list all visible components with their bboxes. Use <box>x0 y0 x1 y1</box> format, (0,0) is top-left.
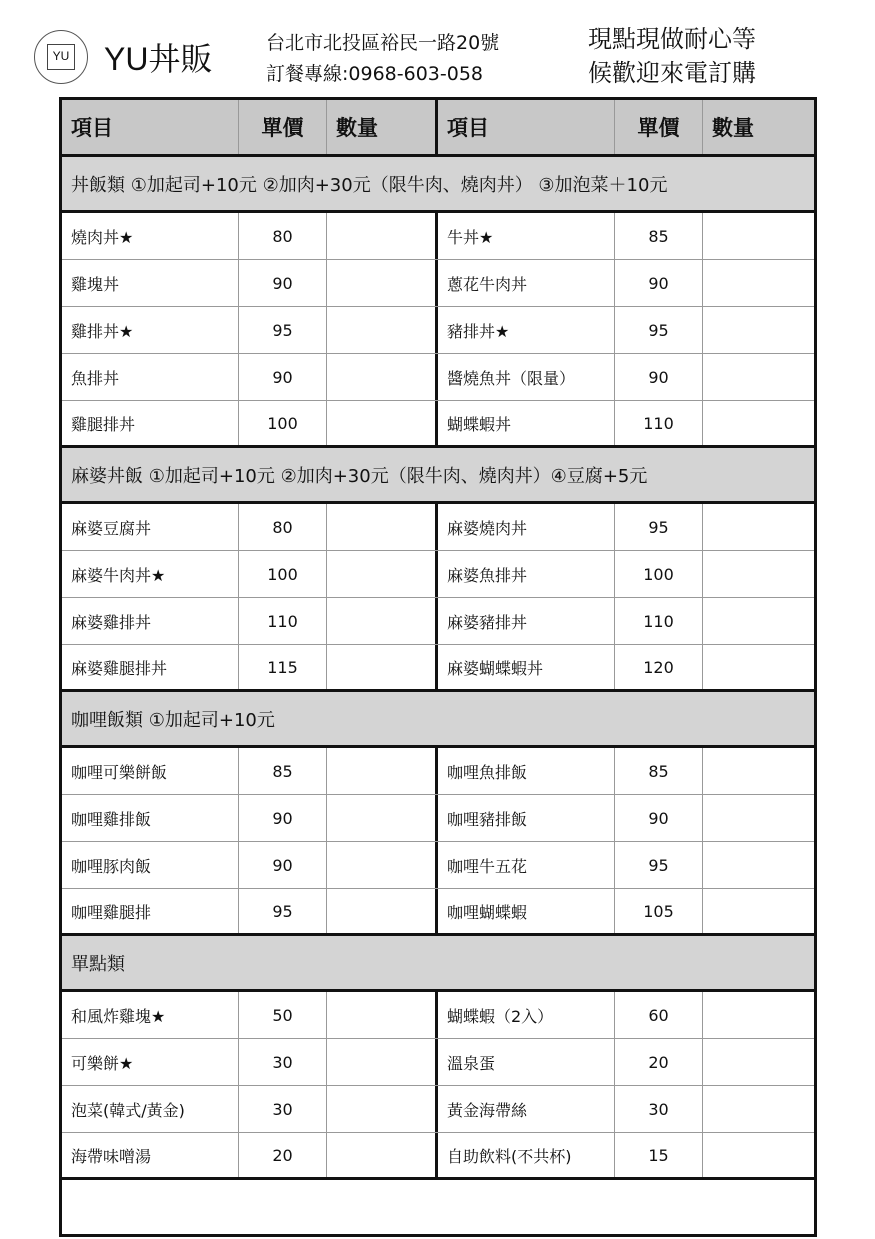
item-name: 溫泉蛋 <box>438 1039 615 1085</box>
item-name: 麻婆魚排丼 <box>438 551 615 597</box>
table-row <box>62 889 814 936</box>
table-row <box>62 213 814 260</box>
item-name: 咖哩豬排飯 <box>438 795 615 841</box>
col-qty: 數量 <box>327 100 438 154</box>
item-name: 咖哩魚排飯 <box>438 748 615 794</box>
item-price: 95 <box>615 504 703 550</box>
item-name: 黃金海帶絲 <box>438 1086 615 1132</box>
item-price: 85 <box>615 748 703 794</box>
phone: 訂餐專線:0968-603-058 <box>266 63 483 85</box>
item-name: 麻婆雞排丼 <box>62 598 239 644</box>
table-row <box>62 260 814 307</box>
item-price: 110 <box>615 598 703 644</box>
item-name: 咖哩蝴蝶蝦 <box>438 889 615 933</box>
table-row <box>62 748 814 795</box>
item-name: 蝴蝶蝦（2入） <box>438 992 615 1038</box>
item-price: 20 <box>239 1133 327 1177</box>
brand-name: YU丼販 <box>104 41 213 77</box>
item-name: 咖哩雞腿排 <box>62 889 239 933</box>
item-price: 110 <box>239 598 327 644</box>
item-name: 自助飲料(不共杯) <box>438 1133 615 1177</box>
item-price: 100 <box>239 551 327 597</box>
quantity-cell[interactable] <box>703 795 814 841</box>
menu-table <box>59 97 817 1237</box>
item-name: 燒肉丼★ <box>62 213 239 259</box>
quantity-cell[interactable] <box>327 889 438 933</box>
item-name: 雞排丼★ <box>62 307 239 353</box>
quantity-cell[interactable] <box>703 1086 814 1132</box>
item-name: 麻婆燒肉丼 <box>438 504 615 550</box>
item-name: 和風炸雞塊★ <box>62 992 239 1038</box>
col-qty: 數量 <box>712 116 754 140</box>
quantity-cell[interactable] <box>703 504 814 550</box>
col-price: 單價 <box>615 100 703 154</box>
quantity-cell[interactable] <box>327 842 438 888</box>
item-name: 豬排丼★ <box>438 307 615 353</box>
item-price: 30 <box>239 1039 327 1085</box>
slogan-line-2: 候歡迎來電訂購 <box>588 59 756 87</box>
quantity-cell[interactable] <box>327 307 438 353</box>
quantity-cell[interactable] <box>327 748 438 794</box>
quantity-cell[interactable] <box>703 213 814 259</box>
col-item: 項目 <box>438 100 615 154</box>
item-name: 咖哩牛五花 <box>438 842 615 888</box>
item-price: 85 <box>239 748 327 794</box>
item-price: 90 <box>239 354 327 400</box>
slogan <box>588 22 756 90</box>
table-row <box>62 645 814 692</box>
table-row <box>62 1133 814 1180</box>
quantity-cell[interactable] <box>327 401 438 445</box>
col-price: 單價 <box>239 100 327 154</box>
table-row <box>62 992 814 1039</box>
item-price: 105 <box>615 889 703 933</box>
item-price: 95 <box>615 842 703 888</box>
item-name: 咖哩可樂餅飯 <box>62 748 239 794</box>
item-price: 80 <box>239 504 327 550</box>
quantity-cell[interactable] <box>327 1039 438 1085</box>
item-price: 60 <box>615 992 703 1038</box>
quantity-cell[interactable] <box>703 354 814 400</box>
item-price: 90 <box>239 842 327 888</box>
item-name: 咖哩豚肉飯 <box>62 842 239 888</box>
table-row <box>62 1039 814 1086</box>
item-name: 牛丼★ <box>438 213 615 259</box>
logo <box>34 30 88 84</box>
item-price: 20 <box>615 1039 703 1085</box>
address: 台北市北投區裕民一路20號 <box>266 32 500 54</box>
item-name: 麻婆豆腐丼 <box>62 504 239 550</box>
item-name: 可樂餅★ <box>62 1039 239 1085</box>
item-name: 麻婆豬排丼 <box>438 598 615 644</box>
item-name: 麻婆牛肉丼★ <box>62 551 239 597</box>
item-name: 泡菜(韓式/黃金) <box>62 1086 239 1132</box>
table-row <box>62 307 814 354</box>
quantity-cell[interactable] <box>327 354 438 400</box>
quantity-cell[interactable] <box>703 260 814 306</box>
quantity-cell[interactable] <box>703 401 814 445</box>
quantity-cell[interactable] <box>327 504 438 550</box>
item-name: 麻婆蝴蝶蝦丼 <box>438 645 615 689</box>
table-row <box>62 1086 814 1133</box>
quantity-cell[interactable] <box>327 795 438 841</box>
quantity-cell[interactable] <box>703 307 814 353</box>
section-header: 單點類 <box>62 936 814 992</box>
table-row <box>62 504 814 551</box>
item-price: 110 <box>615 401 703 445</box>
quantity-cell[interactable] <box>703 1133 814 1177</box>
quantity-cell[interactable] <box>327 645 438 689</box>
header-row <box>62 100 814 157</box>
quantity-cell[interactable] <box>327 260 438 306</box>
quantity-cell[interactable] <box>327 551 438 597</box>
item-name: 魚排丼 <box>62 354 239 400</box>
section-header: 麻婆丼飯 ①加起司+10元 ②加肉+30元（限牛肉、燒肉丼）④豆腐+5元 <box>62 448 814 504</box>
table-row <box>62 551 814 598</box>
quantity-cell[interactable] <box>703 1039 814 1085</box>
item-name: 醬燒魚丼（限量） <box>438 354 615 400</box>
item-name: 雞塊丼 <box>62 260 239 306</box>
table-row <box>62 354 814 401</box>
item-price: 100 <box>615 551 703 597</box>
quantity-cell[interactable] <box>703 551 814 597</box>
notes-area[interactable] <box>62 1180 814 1234</box>
slogan-line-1: 現點現做耐心等 <box>588 25 756 53</box>
contact-info <box>266 28 499 90</box>
item-name: 麻婆雞腿排丼 <box>62 645 239 689</box>
item-name: 蝴蝶蝦丼 <box>438 401 615 445</box>
quantity-cell[interactable] <box>327 1086 438 1132</box>
quantity-cell[interactable] <box>703 748 814 794</box>
col-item: 項目 <box>62 100 239 154</box>
item-price: 80 <box>239 213 327 259</box>
item-price: 90 <box>239 260 327 306</box>
quantity-cell[interactable] <box>703 598 814 644</box>
quantity-cell[interactable] <box>327 992 438 1038</box>
item-price: 30 <box>615 1086 703 1132</box>
item-price: 90 <box>615 260 703 306</box>
item-price: 120 <box>615 645 703 689</box>
item-price: 100 <box>239 401 327 445</box>
item-price: 90 <box>615 354 703 400</box>
quantity-cell[interactable] <box>327 213 438 259</box>
table-row <box>62 401 814 448</box>
section-header: 丼飯類 ①加起司+10元 ②加肉+30元（限牛肉、燒肉丼） ③加泡菜＋10元 <box>62 157 814 213</box>
item-price: 95 <box>615 307 703 353</box>
table-row <box>62 598 814 645</box>
logo-text: YU <box>47 44 75 70</box>
item-name: 海帶味噌湯 <box>62 1133 239 1177</box>
item-name: 咖哩雞排飯 <box>62 795 239 841</box>
table-row <box>62 795 814 842</box>
item-price: 115 <box>239 645 327 689</box>
quantity-cell[interactable] <box>703 992 814 1038</box>
item-price: 30 <box>239 1086 327 1132</box>
item-price: 95 <box>239 889 327 933</box>
quantity-cell[interactable] <box>703 645 814 689</box>
item-price: 90 <box>239 795 327 841</box>
quantity-cell[interactable] <box>327 1133 438 1177</box>
item-price: 95 <box>239 307 327 353</box>
item-price: 90 <box>615 795 703 841</box>
item-price: 50 <box>239 992 327 1038</box>
table-row <box>62 842 814 889</box>
item-name: 蔥花牛肉丼 <box>438 260 615 306</box>
quantity-cell[interactable] <box>703 842 814 888</box>
item-name: 雞腿排丼 <box>62 401 239 445</box>
section-header: 咖哩飯類 ①加起司+10元 <box>62 692 814 748</box>
item-price: 85 <box>615 213 703 259</box>
item-price: 15 <box>615 1133 703 1177</box>
quantity-cell[interactable] <box>703 889 814 933</box>
quantity-cell[interactable] <box>327 598 438 644</box>
